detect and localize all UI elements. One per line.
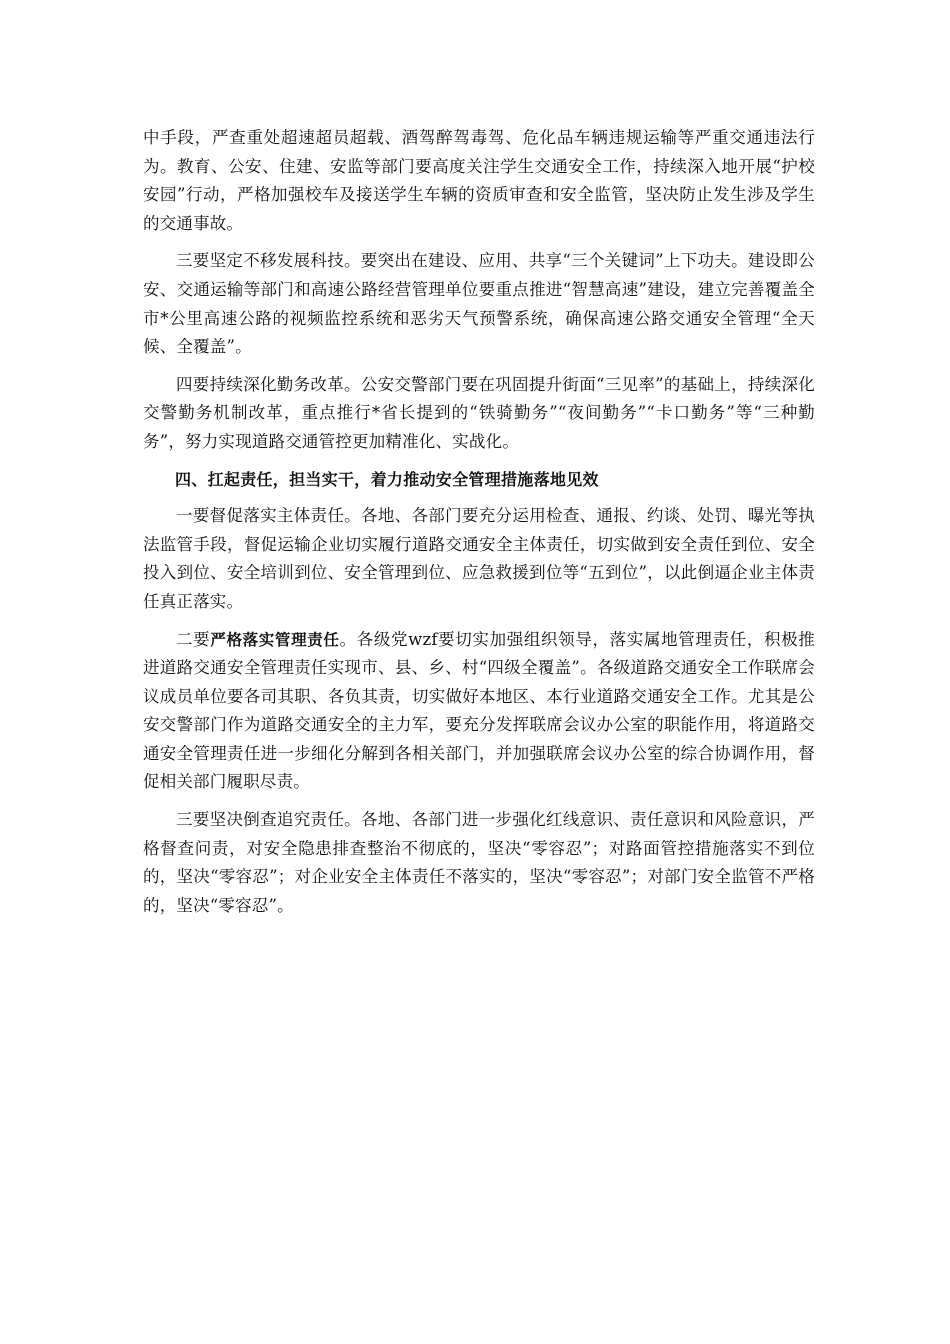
paragraph-continuation: 中手段，严查重处超速超员超载、酒驾醉驾毒驾、危化品车辆违规运输等严重交通违法行为。教育、公安、住建、安监等部门要高度关注学生交通安全工作，持续深入地开展“护校安园”行动，严格加强校车及接送学生车辆的资质审查和安全监管，坚决防止发生涉及学生的交通事故。 <box>143 128 815 233</box>
paragraph-management-responsibility <box>143 626 815 798</box>
paragraph-accountability: 三要坚决倒查追究责任。各地、各部门进一步强化红线意识、责任意识和风险意识，严格督查问责，对安全隐患排查整治不彻底的，坚决“零容忍”；对路面管控措施落实不到位的，坚决“零容忍”；对企业安全主体责任不落实的，坚决“零容忍”；对部门安全监管不严格的，坚决“零容忍”。 <box>143 810 815 915</box>
paragraph-prefix: 二要 <box>176 629 211 649</box>
paragraph-main-responsibility: 一要督促落实主体责任。各地、各部门要充分运用检查、通报、约谈、处罚、曝光等执法监管手段，督促运输企业切实履行道路交通安全主体责任，切实做到安全责任到位、安全投入到位、安全培训到位、安全管理到位、应急救援到位等“五到位”，以此倒逼企业主体责任真正落实。 <box>143 506 815 611</box>
paragraph-technology: 三要坚定不移发展科技。要突出在建设、应用、共享“三个关键词”上下功夫。建设即公安、交通运输等部门和高速公路经营管理单位要重点推进“智慧高速”建设，建立完善覆盖全市*公里高速公路的视频监控系统和恶劣天气预警系统，确保高速公路交通安全管理“全天候、全覆盖”。 <box>143 251 815 357</box>
section-heading: 四、扛起责任，担当实干，着力推动安全管理措施落地见效 <box>175 469 599 489</box>
paragraph-body: 。各级党wzf要切实加强组织领导，落实属地管理责任，积极推进道路交通安全管理责任实现市、县、乡、村“四级全覆盖”。各级道路交通安全工作联席会议成员单位要各司其职、各负其责，切实做好本地区、本行业道路交通安全工作。尤其是公安交警部门作为道路交通安全的主力军，要充分发挥联席会议办公室的职能作用，将道路交通安全管理责任进一步细化分解到各相关部门，并加强联席会议办公室的综合协调作用，督促相关部门履职尽责。 <box>143 629 815 792</box>
paragraph-duty-reform: 四要持续深化勤务改革。公安交警部门要在巩固提升街面“三见率”的基础上，持续深化交警勤务机制改革，重点推行*省长提到的“铁骑勤务”“夜间勤务”“卡口勤务”等“三种勤务”，努力实现道路交通管控更加精准化、实战化。 <box>143 374 815 451</box>
document-body <box>143 124 815 929</box>
paragraph-bold-lead: 严格落实管理责任 <box>210 630 340 649</box>
